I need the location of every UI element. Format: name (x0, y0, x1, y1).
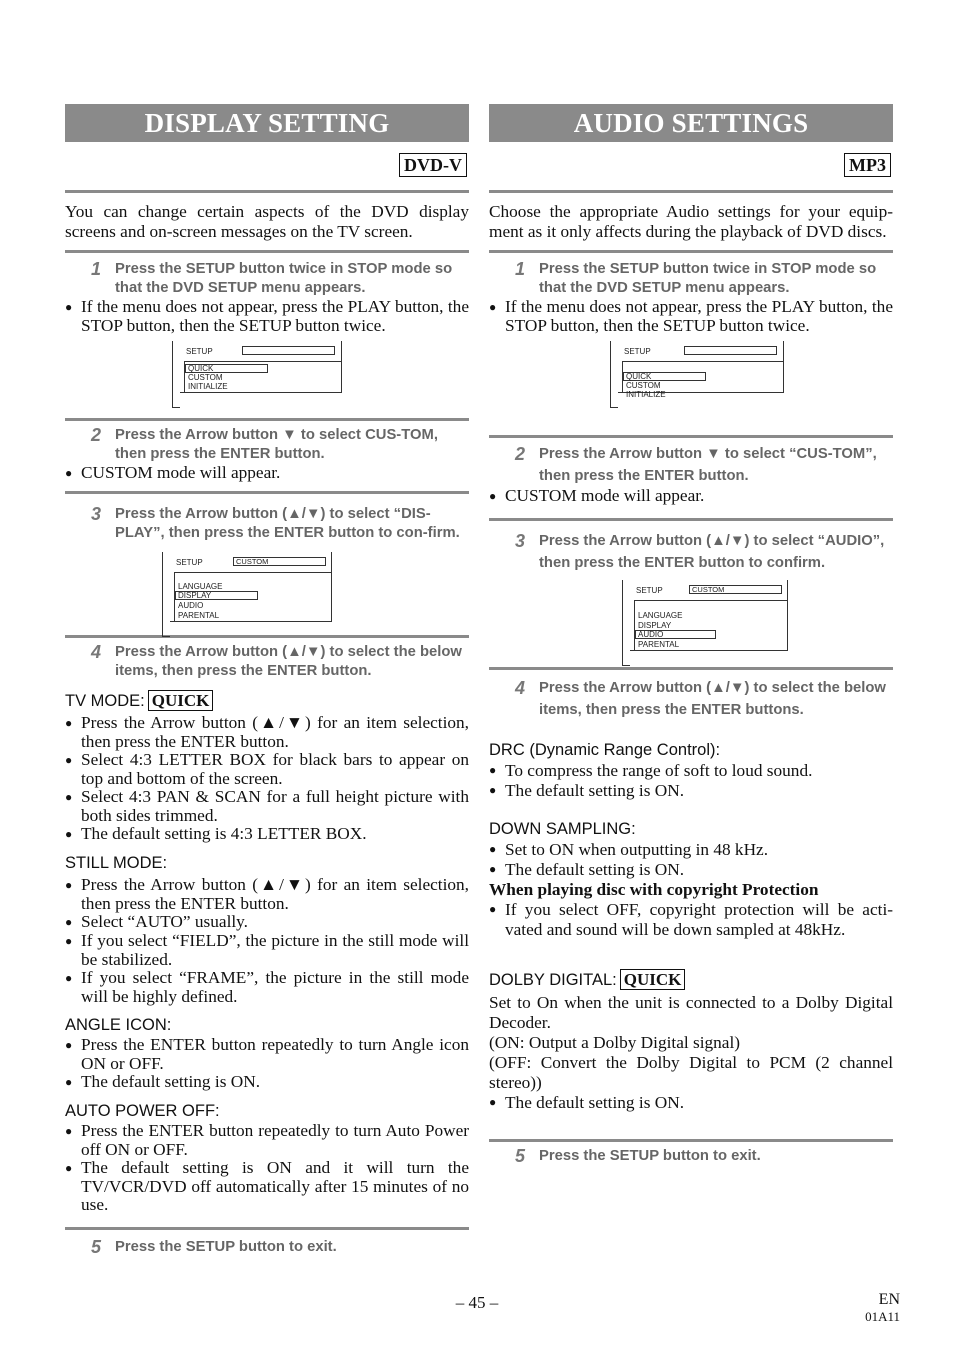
copyright-note: ● If you select OFF, copyright protection will be acti-vated and sound will be down sampled at 48kHz. (489, 900, 893, 939)
display-step-1: 1 Press the SETUP button twice in STOP mode so that the DVD SETUP menu appears. (90, 259, 453, 296)
audio-settings-title: AUDIO SETTINGS (489, 104, 893, 142)
divider (65, 1227, 469, 1230)
mp3-badge: MP3 (844, 153, 891, 177)
dolby-line-3: (OFF: Convert the Dolby Digital to PCM (2 channel stereo)) (489, 1053, 893, 1092)
display-setting-title: DISPLAY SETTING (65, 104, 469, 142)
copyright-heading: When playing disc with copyright Protection (489, 880, 819, 899)
document-code: 01A11 (865, 1309, 900, 1324)
divider (489, 250, 893, 253)
display-step-3: 3 Press the Arrow button (▲/▼) to select “DIS-PLAY”, then press the ENTER button to con-firm. (90, 504, 460, 541)
display-step-2-note: ● CUSTOM mode will appear. (65, 463, 281, 482)
divider (65, 418, 469, 421)
dolby-line-1: Set to On when the unit is connected to a Dolby Digital Decoder. (489, 993, 893, 1032)
quick-badge: QUICK (148, 690, 214, 711)
tv-mode-list: ● Press the Arrow button (▲/▼) for an item selection, then press the ENTER button. ● Select 4:3 LETTER BOX for black bars to appear on top and bottom of the screen. ● Select 4:3 PAN & SCAN for a full height picture with both sides trimmed. ● The default setting is 4:3 LETTER BOX. (65, 713, 469, 843)
audio-step-3: 3 Press the Arrow button (▲/▼) to select “AUDIO”, then press the ENTER button to confirm. (514, 531, 885, 571)
page-number: – 45 – (455, 1293, 499, 1312)
display-setting-section (65, 104, 469, 1257)
divider (489, 518, 893, 521)
divider (65, 491, 469, 494)
display-step-4: 4 Press the Arrow button (▲/▼) to select the below items, then press the ENTER button. (90, 642, 462, 679)
drc-heading: DRC (Dynamic Range Control): (489, 741, 721, 759)
still-mode-list: ● Press the Arrow button (▲/▼) for an item selection, then press the ENTER button. ● Select “AUTO” usually. ● If you select “FIELD”, the picture in the still mode will be stabilized. ● If you select “FRAME”, the picture in the still mode will be highly defined. (65, 875, 469, 1006)
audio-step-5: 5 Press the SETUP button to exit. (514, 1146, 761, 1166)
setup-menu-screen: SETUP QUICK CUSTOM INITIALIZE (618, 341, 784, 393)
divider (65, 635, 469, 638)
divider (489, 1139, 893, 1142)
auto-power-off-list: ● Press the ENTER button repeatedly to turn Auto Power off ON or OFF. ● The default setting is ON and it will turn the TV/VCR/DVD off automatically after 15 minutes of no use. (65, 1121, 469, 1214)
down-sampling-list: ● Set to ON when outputting in 48 kHz. ● The default setting is ON. (489, 840, 769, 879)
divider (65, 190, 469, 193)
language-code: EN (878, 1291, 900, 1308)
display-intro: You can change certain aspects of the DVD display screens and on-screen messages on the TV screen. (65, 202, 469, 241)
angle-icon-list: ● Press the ENTER button repeatedly to turn Angle icon ON or OFF. ● The default setting is ON. (65, 1035, 469, 1091)
tv-mode-heading: TV MODE: QUICK (65, 690, 469, 712)
display-step-1-note: ● If the menu does not appear, press the PLAY button, the STOP button, then the SETUP button twice. (65, 297, 469, 335)
audio-settings-section (489, 104, 893, 1166)
audio-step-4: 4 Press the Arrow button (▲/▼) to select the below items, then press the ENTER buttons. (514, 678, 886, 718)
display-step-5: 5 Press the SETUP button to exit. (90, 1236, 337, 1257)
audio-step-2: 2 Press the Arrow button ▼ to select “CUS-TOM”, then press the ENTER button. (514, 444, 877, 484)
down-sampling-heading: DOWN SAMPLING: (489, 820, 636, 838)
dvd-v-badge: DVD-V (399, 153, 467, 177)
auto-power-off-heading: AUTO POWER OFF: (65, 1102, 220, 1120)
audio-step-1-note: ● If the menu does not appear, press the PLAY button, the STOP button, then the SETUP button twice. (489, 297, 893, 335)
dolby-default-note: ● The default setting is ON. (489, 1093, 685, 1112)
dolby-digital-heading: DOLBY DIGITAL: QUICK (489, 969, 893, 991)
divider (65, 250, 469, 253)
setup-menu-screen: SETUP QUICK CUSTOM INITIALIZE (180, 341, 342, 393)
drc-list: ● To compress the range of soft to loud sound. ● The default setting is ON. (489, 761, 813, 800)
custom-menu-screen: SETUP CUSTOM LANGUAGE DISPLAY AUDIO PARENTAL (170, 552, 332, 622)
divider (489, 435, 893, 438)
display-step-2: 2 Press the Arrow button ▼ to select CUS-TOM, then press the ENTER button. (90, 425, 438, 462)
audio-step-1: 1 Press the SETUP button twice in STOP mode so that the DVD SETUP menu appears. (514, 259, 877, 296)
custom-menu-screen: SETUP CUSTOM LANGUAGE DISPLAY AUDIO PARENTAL (630, 580, 788, 651)
audio-step-2-note: ● CUSTOM mode will appear. (489, 486, 705, 505)
angle-icon-heading: ANGLE ICON: (65, 1016, 172, 1034)
audio-intro: Choose the appropriate Audio settings for your equip-ment as it only affects during the playback of DVD discs. (489, 202, 893, 241)
divider (489, 667, 893, 670)
quick-badge: QUICK (620, 969, 686, 990)
dolby-line-2: (ON: Output a Dolby Digital signal) (489, 1033, 741, 1052)
still-mode-heading: STILL MODE: (65, 854, 168, 872)
divider (489, 190, 893, 193)
